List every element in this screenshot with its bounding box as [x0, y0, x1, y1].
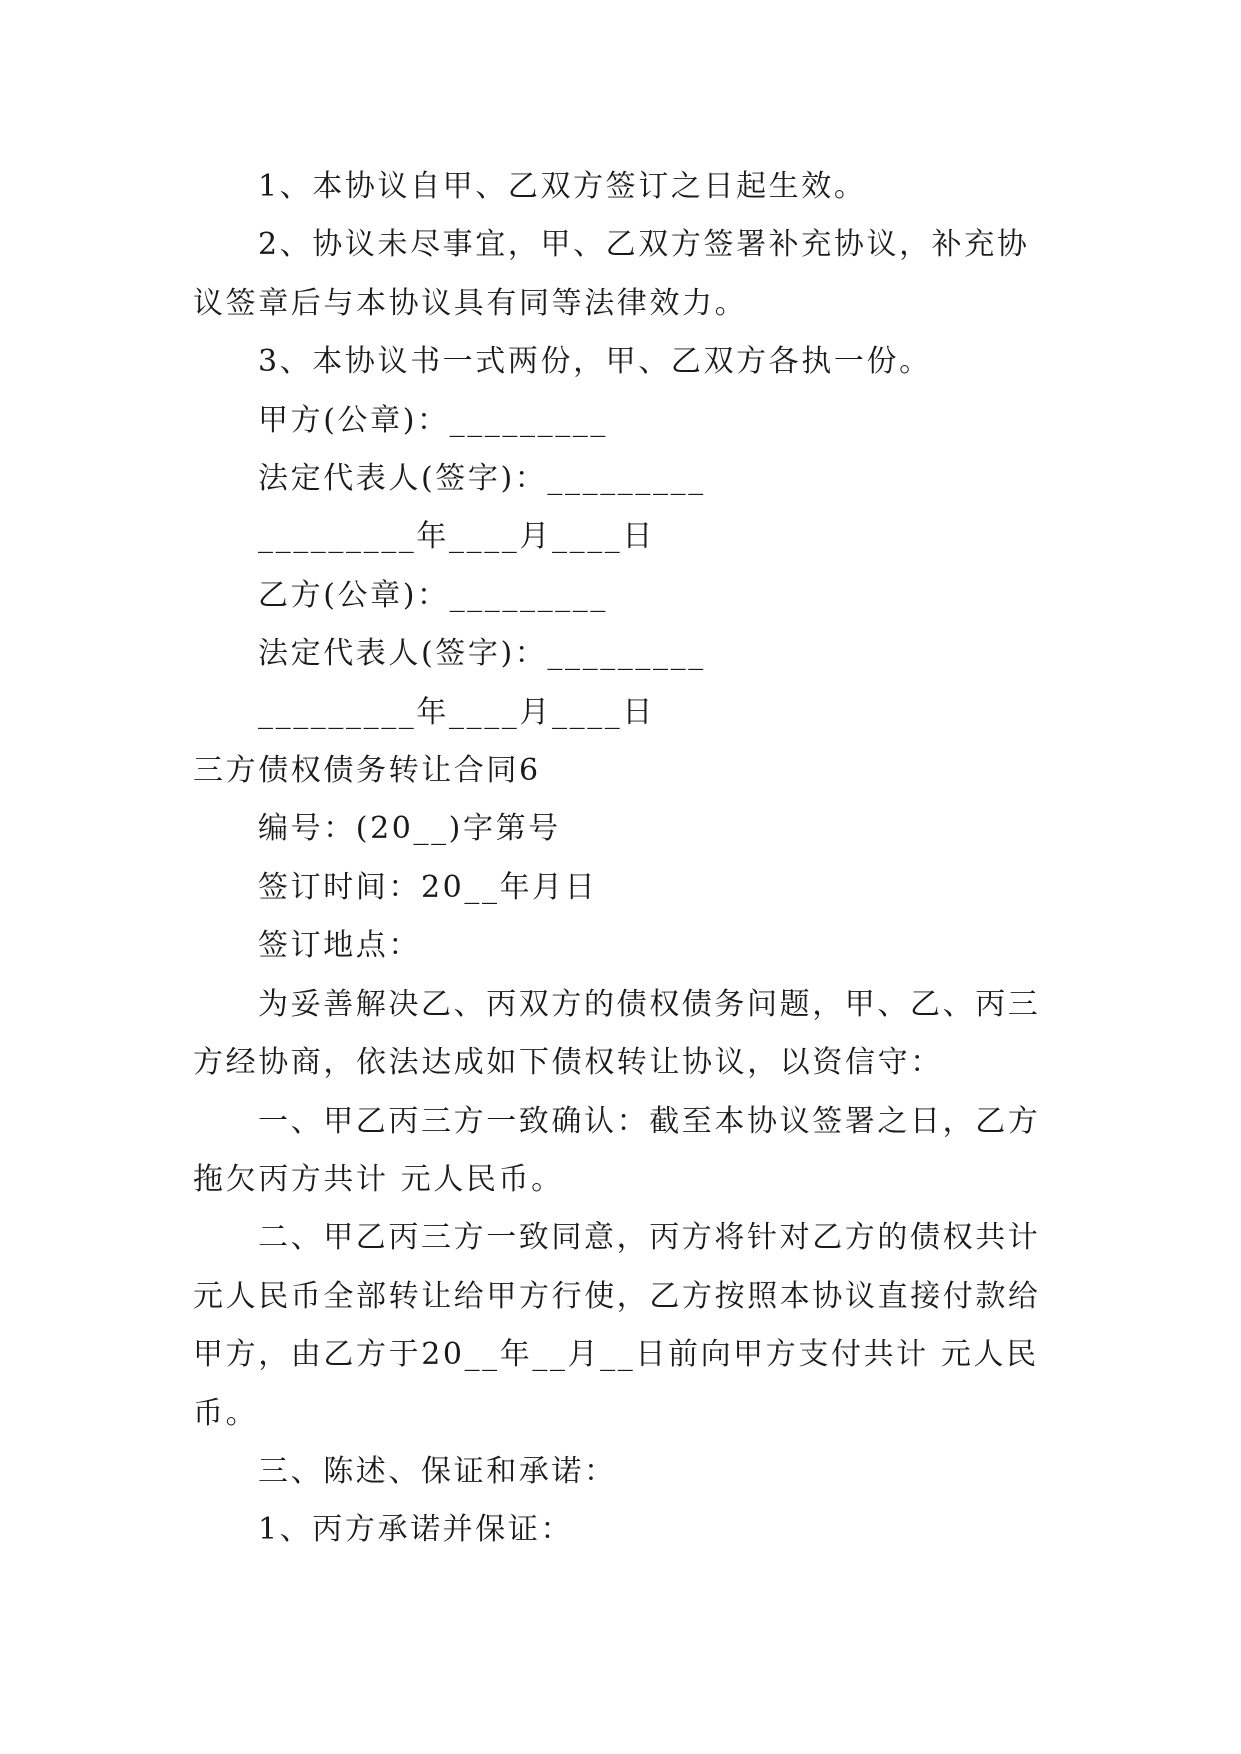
article-3-1-item: 1、丙方承诺并保证：: [258, 1512, 574, 1548]
preamble-paragraph: 为妥善解决乙、丙双方的债权债务问题，甲、乙、丙三方经协商，依法达成如下债权转让协议，以资信守：: [193, 986, 1041, 1081]
party-b-date-line: _________年____月____日: [258, 694, 655, 730]
party-a-seal-line: 甲方(公章)：_________: [258, 402, 609, 438]
party-b-representative-line: 法定代表人(签字)：_________: [258, 636, 706, 672]
party-b-seal-line: 乙方(公章)：_________: [258, 577, 609, 613]
document-body: [193, 158, 1053, 1560]
party-a-representative-line: 法定代表人(签字)：_________: [258, 461, 706, 497]
sign-place: 签订地点：: [258, 928, 421, 964]
clause-3: 3、本协议书一式两份，甲、乙双方各执一份。: [258, 344, 932, 380]
article-1-paragraph: 一、甲乙丙三方一致确认：截至本协议签署之日，乙方拖欠丙方共计 元人民币。: [193, 1103, 1041, 1197]
sign-time: 签订时间：20__年月日: [258, 869, 598, 905]
contract-title: 三方债权债务转让合同6: [193, 753, 541, 789]
article-3-heading: 三、陈述、保证和承诺：: [258, 1453, 617, 1489]
article-2-paragraph: 二、甲乙丙三方一致同意，丙方将针对乙方的债权共计元人民币全部转让给甲方行使，乙方按照本协议直接付款给甲方，由乙方于20__年__月__日前向甲方支付共计 元人民币。: [193, 1220, 1041, 1431]
contract-number: 编号：(20__)字第号: [258, 811, 561, 847]
party-a-date-line: _________年____月____日: [258, 519, 655, 555]
clause-1: 1、本协议自甲、乙双方签订之日起生效。: [258, 169, 867, 204]
clause-2: 2、协议未尽事宜，甲、乙双方签署补充协议，补充协议签章后与本协议具有同等法律效力。: [193, 227, 1030, 321]
